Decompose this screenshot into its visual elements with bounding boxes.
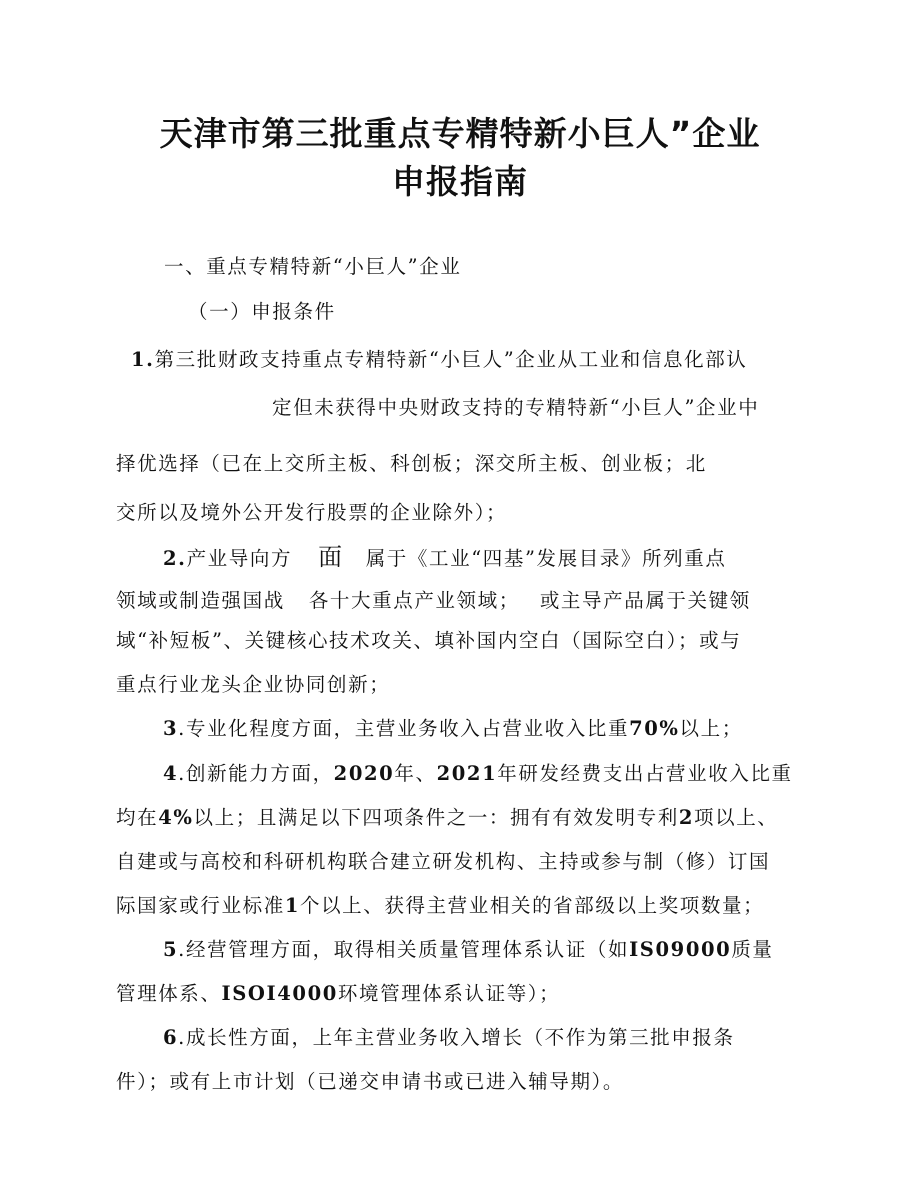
item-4-line-2-c: 项以上、: [694, 806, 779, 829]
item-5-line-2: [116, 984, 560, 1004]
item-1-line-2: 定但未获得中央财政支持的专精特新“小巨人”企业中: [272, 396, 760, 419]
item-4-line-1: [163, 764, 793, 784]
item-5-line-1: [163, 940, 774, 960]
document-title-line-2: 申报指南: [392, 162, 528, 201]
subsection-heading: （一）申报条件: [188, 300, 336, 323]
item-2-line-3: 域“补短板”、关键核心技术攻关、填补国内空白（国际空白）；或与: [116, 629, 742, 652]
item-2-line-1: [163, 545, 726, 569]
item-4-text-b: 年、: [394, 762, 437, 785]
item-1-number: 1.: [131, 348, 155, 371]
item-4-line-3: 自建或与高校和科研机构联合建立研发机构、主持或参与制（修）订国: [116, 850, 771, 873]
item-5-line-2-b: 环境管理体系认证等）；: [337, 982, 561, 1005]
item-6-line-2: 件）；或有上市计划（已递交申请书或已进入辅导期）。: [116, 1070, 625, 1093]
item-2-text-b: 面: [318, 543, 344, 571]
item-2-line-2: [116, 591, 751, 611]
item-6-text: .成长性方面，上年主营业务收入增长（不作为第三批申报条: [178, 1026, 735, 1049]
item-4-text-c: 年研发经费支出占营业收入比重: [497, 762, 793, 785]
item-6-number: 6: [163, 1026, 179, 1049]
item-2-line-2-b: 各十大重点产业领域；: [308, 589, 520, 612]
item-1-text: 第三批财政支持重点专精特新“小巨人”企业从工业和信息化部认: [154, 348, 748, 371]
item-5-iso-14000: ISOI4000: [221, 982, 338, 1005]
item-2-number: 2.: [163, 547, 187, 570]
item-4-line-2: [116, 808, 778, 828]
item-4-line-4: [116, 896, 764, 916]
item-2-line-2-c: 或主导产品属于关键领: [539, 589, 751, 612]
item-4-line-4-b: 个以上、获得主营业相关的省部级以上奖项数量；: [299, 894, 765, 917]
item-5-text-b: 质量: [731, 938, 774, 961]
item-3-number: 3: [163, 717, 179, 740]
item-4-line-4-a: 际国家或行业标准: [116, 894, 285, 917]
item-2-line-4: 重点行业龙头企业协同创新；: [116, 673, 391, 696]
item-1-line-1: [131, 350, 747, 370]
item-3-percent: 70%: [629, 717, 680, 740]
item-1-line-4: 交所以及境外公开发行股票的企业除外）；: [116, 501, 508, 524]
item-4-standard-count: 1: [284, 894, 300, 917]
item-3-text-a: .专业化程度方面，主营业务收入占营业收入比重: [178, 717, 630, 740]
item-4-text-a: .创新能力方面，: [178, 762, 334, 785]
item-4-percent: 4%: [158, 806, 194, 829]
item-4-line-2-a: 均在: [116, 806, 159, 829]
item-6-line-1: [163, 1028, 735, 1048]
item-5-line-2-a: 管理体系、: [116, 982, 222, 1005]
item-2-line-2-a: 领域或制造强国战: [116, 589, 285, 612]
item-3-line-1: [163, 719, 743, 739]
item-4-line-2-b: 以上；且满足以下四项条件之一：拥有有效发明专利: [193, 806, 679, 829]
item-1-line-3: 择优选择（已在上交所主板、科创板；深交所主板、创业板；北: [116, 452, 707, 475]
section-heading: 一、重点专精特新“小巨人”企业: [164, 255, 462, 278]
item-4-number: 4: [163, 762, 179, 785]
item-3-text-b: 以上；: [679, 717, 743, 740]
item-4-year-1: 2020: [333, 762, 395, 785]
item-5-number: 5: [163, 938, 179, 961]
item-4-patent-count: 2: [678, 806, 694, 829]
item-5-text-a: .经营管理方面，取得相关质量管理体系认证（如: [178, 938, 630, 961]
item-2-text-c: 属于《工业“四基”发展目录》所列重点: [365, 547, 727, 570]
item-4-year-2: 2021: [436, 762, 498, 785]
document-title-line-1: 天津市第三批重点专精特新小巨人”企业: [159, 114, 761, 153]
item-2-text-a: 产业导向方: [186, 547, 293, 570]
item-5-iso-9000: IS09000: [629, 938, 732, 961]
